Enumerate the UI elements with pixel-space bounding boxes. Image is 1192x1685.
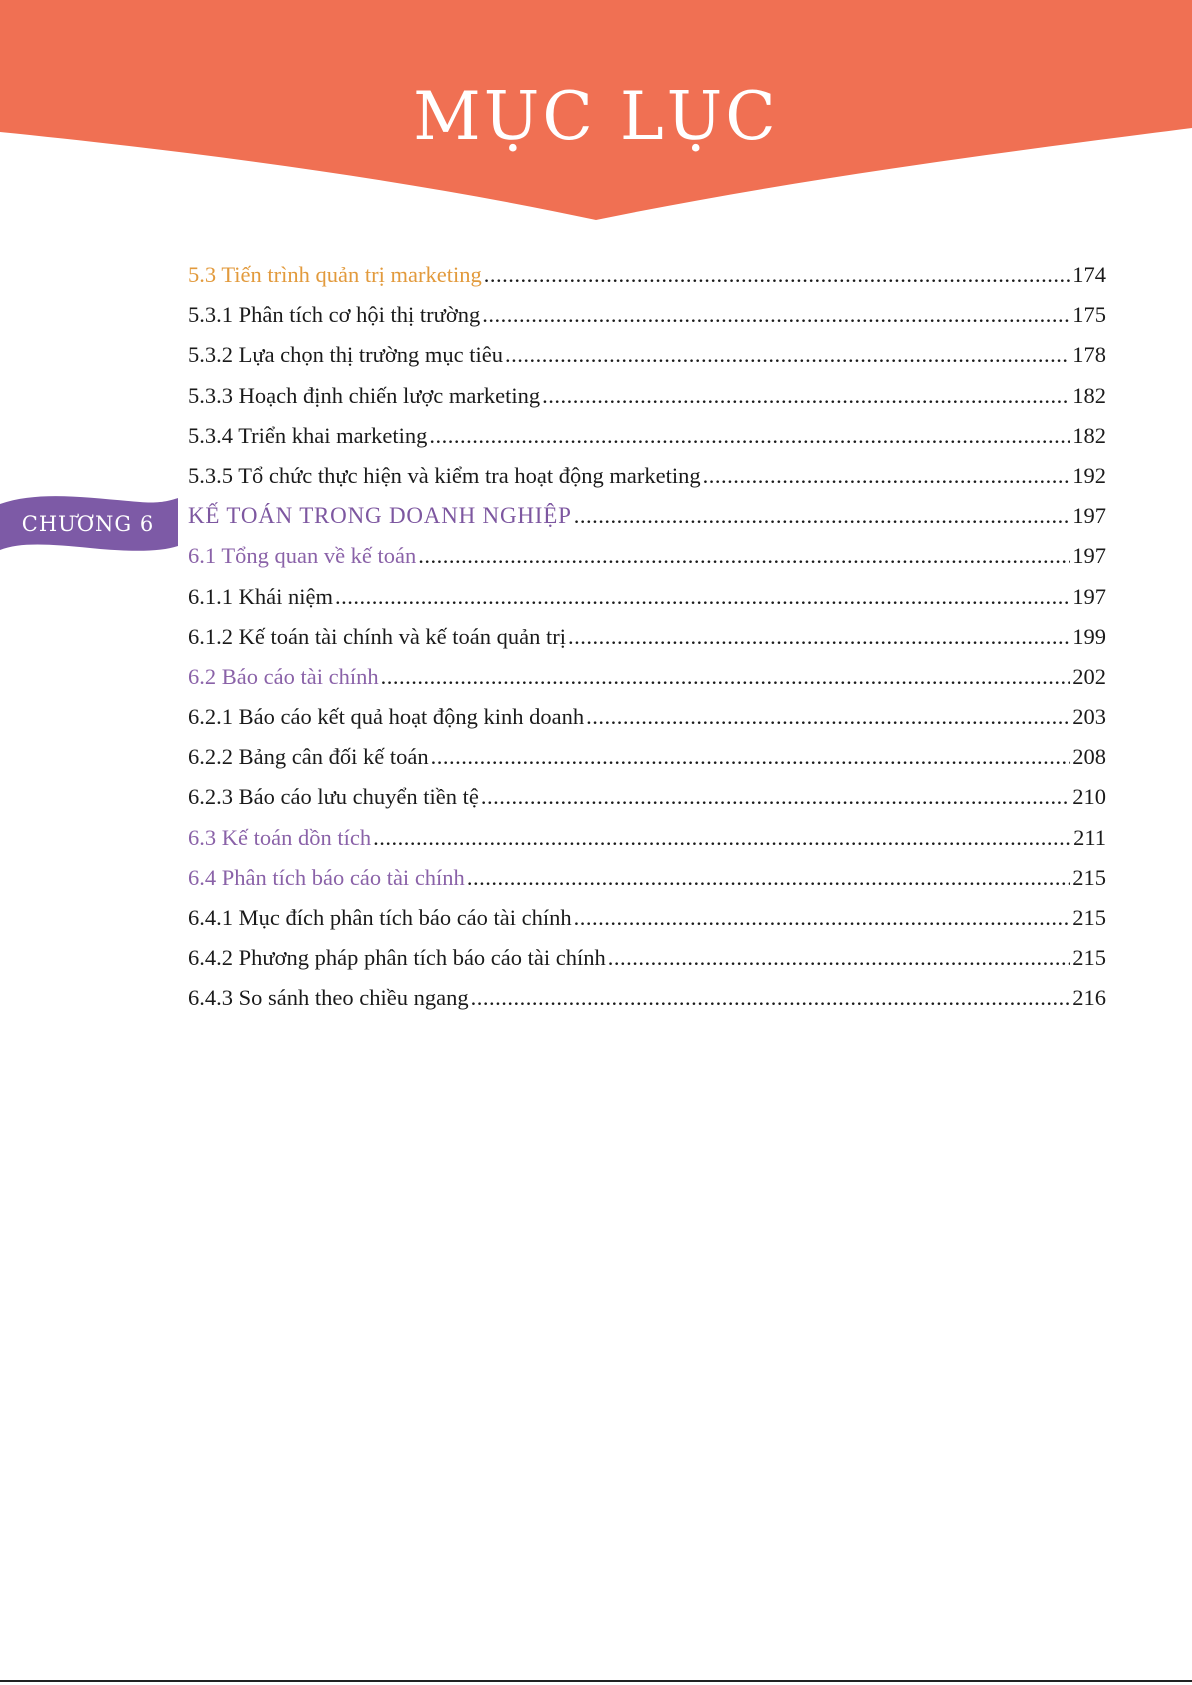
toc-dot-leader [429,423,1070,449]
toc-dot-leader [418,543,1070,569]
toc-entry-label: 5.3.4 Triển khai marketing [188,422,428,448]
toc-page-number: 211 [1073,824,1106,850]
toc-dot-leader [574,503,1071,529]
toc-page-number: 202 [1072,663,1106,689]
toc-page-number: 174 [1072,262,1106,287]
chapter-tab-label: CHƯƠNG 6 [21,512,155,536]
toc-entry[interactable] [188,945,1106,985]
toc-dot-leader [586,704,1070,730]
toc-dot-leader [703,463,1071,489]
toc-entry[interactable] [188,423,1106,463]
toc-entry[interactable] [188,584,1106,624]
toc-entry-label: 6.2 Báo cáo tài chính [188,663,379,689]
toc-entry-label: 6.1.2 Kế toán tài chính và kế toán quản trị [188,623,567,649]
toc-entry[interactable] [188,865,1106,905]
toc-entry[interactable] [188,704,1106,744]
toc-entry[interactable] [188,664,1106,704]
toc-entry-label: 6.2.1 Báo cáo kết quả hoạt động kinh doanh [188,704,585,730]
toc-entry[interactable] [188,905,1106,945]
toc-entry-label: 6.4 Phân tích báo cáo tài chính [188,864,465,890]
toc-page-number: 182 [1072,422,1106,448]
toc-page-number: 215 [1072,945,1106,971]
toc-entry-label: 6.2.3 Báo cáo lưu chuyển tiền tệ [188,784,479,810]
toc-page-number: 197 [1072,543,1106,569]
toc-page-number: 192 [1072,462,1106,488]
toc-entry-label: 5.3 Tiến trình quản trị marketing [188,262,482,287]
toc-entry-label: 6.1 Tổng quan về kế toán [188,543,417,569]
toc-dot-leader [608,945,1070,971]
toc-entry[interactable] [188,624,1106,664]
chapter-tab [0,494,184,554]
toc-page-number: 182 [1072,382,1106,408]
toc-chapter-row[interactable] [188,503,1106,543]
toc-dot-leader [471,985,1071,1011]
toc-page-number: 175 [1072,302,1106,328]
toc-entry[interactable] [188,383,1106,423]
toc-page-number: 203 [1072,704,1106,730]
toc-page-number: 215 [1072,905,1106,930]
toc-dot-leader [574,905,1071,931]
toc-dot-leader [373,825,1071,851]
toc-entry-label: 6.4.1 Mục đích phân tích báo cáo tài chính [188,905,572,930]
toc-page-number: 210 [1072,784,1106,810]
toc-entry-label: 5.3.3 Hoạch định chiến lược marketing [188,382,541,408]
toc-page-number: 215 [1072,864,1106,890]
toc-page-number: 208 [1072,744,1106,770]
toc-entry[interactable] [188,985,1106,1025]
toc-entry-label: 6.3 Kế toán dồn tích [188,824,372,850]
toc-entry-label: KẾ TOÁN TRONG DOANH NGHIỆP [188,503,572,529]
toc-dot-leader [568,624,1070,650]
toc-entry[interactable] [188,262,1106,302]
toc-entry-label: 6.4.3 So sánh theo chiều ngang [188,985,469,1011]
toc-entry-label: 5.3.5 Tổ chức thực hiện và kiểm tra hoạt động marketing [188,462,701,488]
table-of-contents [188,262,1106,1026]
toc-entry-label: 6.4.2 Phương pháp phân tích báo cáo tài chính [188,945,606,971]
toc-dot-leader [381,664,1071,690]
toc-entry-label: 5.3.2 Lựa chọn thị trường mục tiêu [188,342,503,368]
toc-page-number: 197 [1072,503,1106,529]
toc-entry[interactable] [188,784,1106,824]
toc-dot-leader [467,865,1070,891]
toc-entry[interactable] [188,302,1106,342]
toc-dot-leader [335,584,1070,610]
toc-entry-label: 6.1.1 Khái niệm [188,583,333,609]
toc-dot-leader [482,302,1070,328]
toc-entry[interactable] [188,342,1106,382]
toc-entry[interactable] [188,463,1106,503]
toc-page-number: 199 [1072,623,1106,649]
toc-dot-leader [484,262,1071,288]
toc-entry-label: 5.3.1 Phân tích cơ hội thị trường [188,302,481,328]
footer-divider [0,1680,1192,1682]
toc-entry[interactable] [188,744,1106,784]
page-title: MỤC LỤC [413,78,779,155]
toc-dot-leader [431,744,1071,770]
toc-dot-leader [481,784,1070,810]
toc-page-number: 197 [1072,583,1106,609]
toc-dot-leader [542,383,1070,409]
toc-page-number: 178 [1072,342,1106,368]
toc-page-number: 216 [1072,985,1106,1011]
toc-entry-label: 6.2.2 Bảng cân đối kế toán [188,744,429,770]
toc-entry[interactable] [188,543,1106,583]
toc-dot-leader [505,342,1070,368]
toc-entry[interactable] [188,825,1106,865]
